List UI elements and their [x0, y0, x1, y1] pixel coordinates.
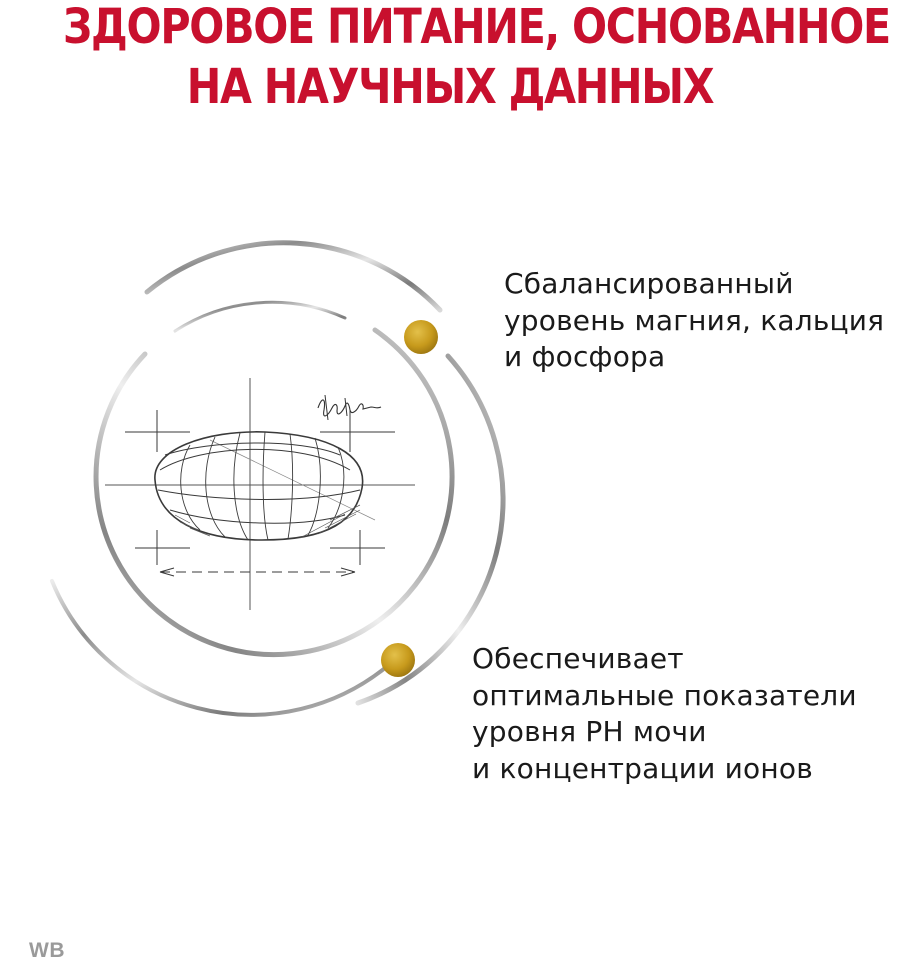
benefit-1-line-1: Сбалансированный	[504, 267, 794, 300]
watermark-logo: WB	[29, 939, 65, 962]
headline-line-1: ЗДОРОВОЕ ПИТАНИЕ, ОСНОВАННОЕ	[63, 0, 890, 55]
benefit-2-line-2: оптимальные показатели	[472, 678, 857, 712]
gold-dot-top	[404, 320, 438, 354]
kibble-sketch-icon	[105, 378, 415, 610]
inner-ring	[96, 302, 452, 654]
benefit-2-line-3: уровня PH мочи	[472, 715, 707, 748]
benefit-2-line-4: и концентрации ионов	[472, 751, 813, 785]
outer-ring	[52, 243, 503, 715]
gold-dot-bottom	[381, 643, 415, 677]
benefit-1-line-3: и фосфора	[504, 340, 666, 373]
benefit-mineral-balance	[504, 266, 884, 376]
benefit-1-line-2: уровень магния, кальция	[504, 303, 885, 337]
headline-line-2: НА НАУЧНЫХ ДАННЫХ	[186, 59, 714, 115]
benefit-2-line-1: Обеспечивает	[472, 642, 684, 675]
benefit-urine-ph	[472, 641, 857, 787]
